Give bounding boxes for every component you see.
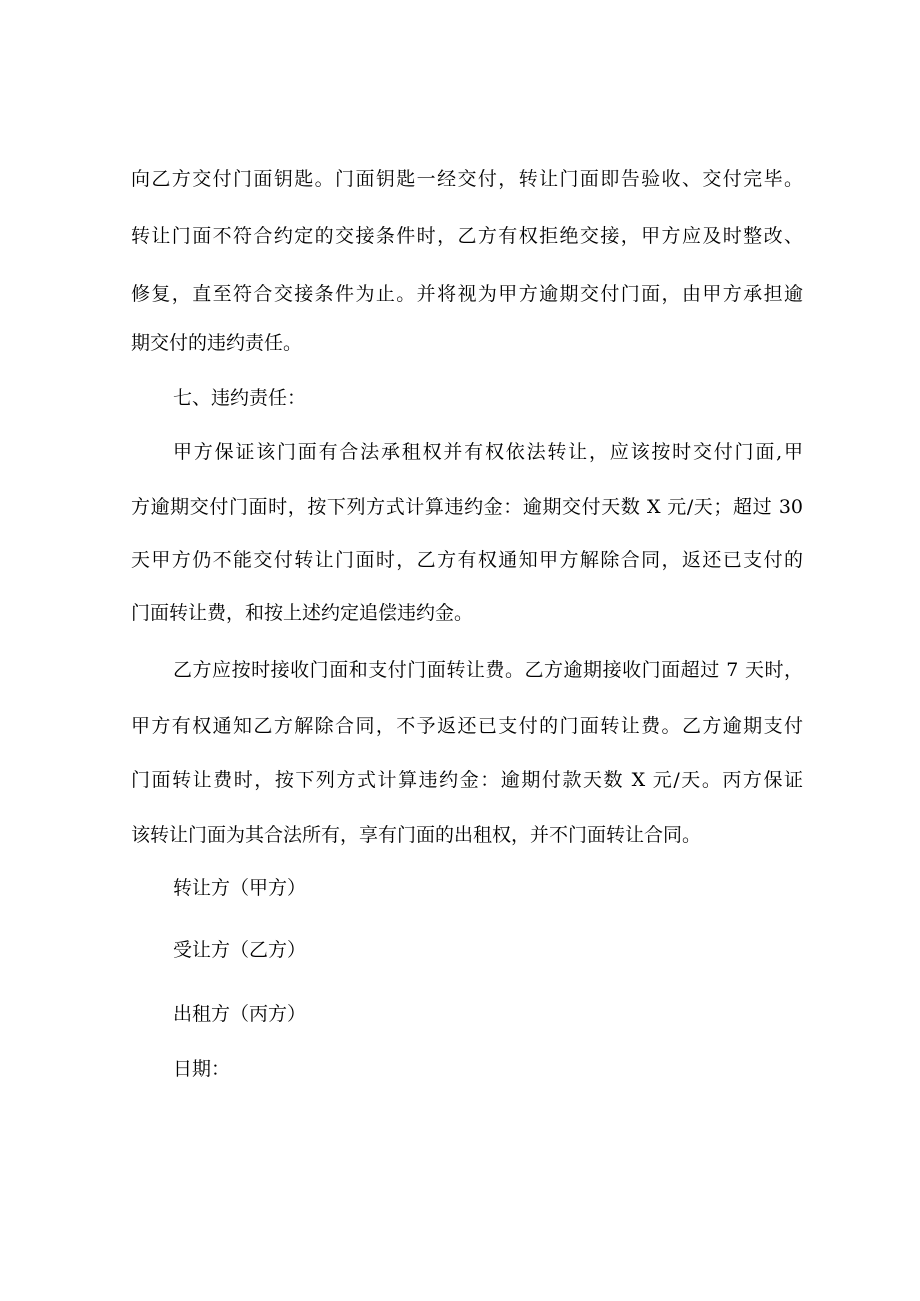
date-label: 日期： xyxy=(173,1058,231,1080)
paragraph-1-line-4: 期交付的违约责任。 xyxy=(131,332,303,354)
paragraph-1-line-1: 向乙方交付门面钥匙。门面钥匙一经交付，转让门面即告验收、交付完毕。 xyxy=(131,168,803,190)
section-heading-breach-liability: 七、违约责任： xyxy=(173,387,307,409)
paragraph-2-line-4: 门面转让费，和按上述约定追偿违约金。 xyxy=(131,602,474,624)
signature-transferee: 受让方（乙方） xyxy=(173,939,307,961)
paragraph-3-line-1: 乙方应按时接收门面和支付门面转让费。乙方逾期接收门面超过 7 天时， xyxy=(173,659,803,681)
paragraph-3-line-4: 该转让门面为其合法所有，享有门面的出租权，并不门面转让合同。 xyxy=(131,824,702,846)
signature-transferor: 转让方（甲方） xyxy=(173,877,307,899)
paragraph-3-line-3: 门面转让费时，按下列方式计算违约金：逾期付款天数 X 元/天。丙方保证 xyxy=(131,769,803,791)
paragraph-1-line-2: 转让门面不符合约定的交接条件时，乙方有权拒绝交接，甲方应及时整改、 xyxy=(131,225,803,247)
signature-lessor: 出租方（丙方） xyxy=(173,1003,307,1025)
paragraph-3-line-2: 甲方有权通知乙方解除合同，不予返还已支付的门面转让费。乙方逾期支付 xyxy=(131,715,803,737)
paragraph-2-line-1: 甲方保证该门面有合法承租权并有权依法转让，应该按时交付门面,甲 xyxy=(173,441,803,463)
paragraph-1-line-3: 修复，直至符合交接条件为止。并将视为甲方逾期交付门面，由甲方承担逾 xyxy=(131,283,803,305)
paragraph-2-line-3: 天甲方仍不能交付转让门面时，乙方有权通知甲方解除合同，返还已支付的 xyxy=(131,549,803,571)
paragraph-2-line-2: 方逾期交付门面时，按下列方式计算违约金：逾期交付天数 X 元/天；超过 30 xyxy=(131,496,803,518)
